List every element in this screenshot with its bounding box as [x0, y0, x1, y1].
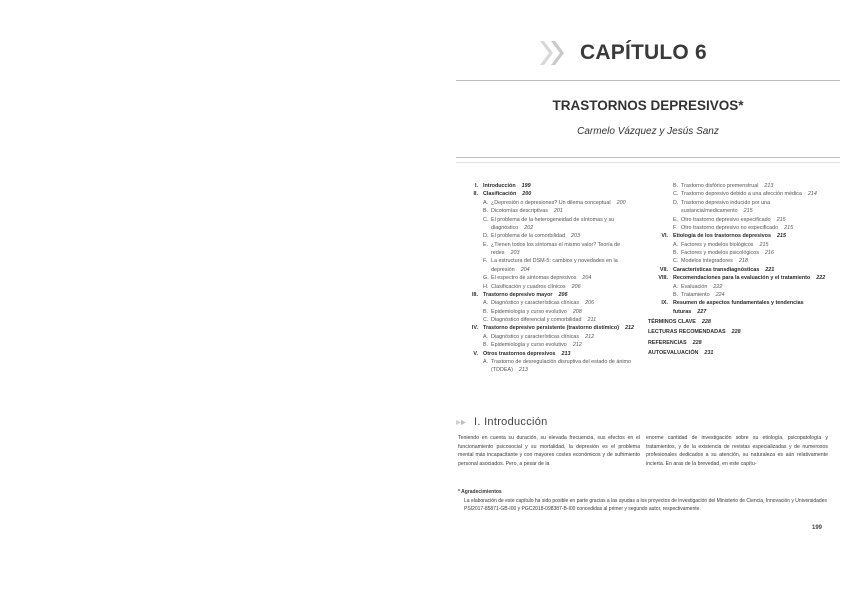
footnote-text: La elaboración de este capítulo ha sido posible en parte gracias a las ayudas a los proyectos de investigación del Ministerio de Ciencia, Innovación y Universidades PSI2017-85871-GB-I00 y PGC2018-098387-B-I00 concedidas al primer y segundo autor, respectivamente.: [464, 497, 827, 512]
toc-label: Clasificación: [483, 191, 517, 198]
toc-letter: B.: [483, 342, 489, 349]
toc-text: [491, 274, 648, 282]
toc-letter: B.: [673, 250, 679, 256]
toc-text: [648, 349, 833, 357]
toc-item: [648, 249, 833, 257]
toc-text: [491, 241, 648, 258]
toc-page: 222: [816, 275, 826, 282]
toc-item: [648, 299, 833, 316]
toc-item: [648, 291, 833, 299]
toc-letter: A.: [673, 283, 679, 290]
toc-text: [483, 182, 648, 190]
toc-page: 202: [524, 224, 534, 231]
toc-item: [648, 349, 833, 357]
toc-text: [681, 241, 833, 249]
toc-text: [681, 249, 833, 257]
toc-label: Trastorno depresivo persistente (trastorno distímico): [483, 325, 619, 332]
footnote-title: * Agradecimientos: [458, 489, 502, 495]
toc-text: [491, 358, 648, 375]
toc-text: [648, 318, 833, 326]
body-text-column-1: Teniendo en cuenta su duración, su elevada frecuencia, sus efectos en el funcionamiento psicosocial y su mortalidad, la depresión es el problema mental más incapacitante y con mayores costes económicos y de sufrimiento personal asociados. Pero, a pesar de la: [458, 435, 640, 467]
toc-letter: B.: [673, 183, 679, 189]
small-arrow-icon: [456, 419, 470, 426]
toc-label: Factores y modelos biológicos: [681, 241, 754, 248]
toc-text: [491, 299, 648, 307]
toc-label: Diagnóstico y características clínicas: [491, 333, 580, 340]
toc-label: Trastorno depresivo debido a una afección médica: [681, 191, 802, 198]
toc-number: VI.: [661, 233, 668, 240]
toc-letter: C.: [483, 317, 489, 323]
toc-item: [648, 199, 833, 216]
toc-label: Epidemiología y curso evolutivo: [491, 308, 567, 315]
toc-text: [681, 216, 833, 224]
toc-page: 216: [764, 250, 774, 256]
toc-label: Diagnóstico diferencial y comorbilidad: [491, 317, 582, 323]
toc-page: 212: [625, 325, 634, 332]
body-text-column-2: enorme cantidad de investigación sobre su etiología, psicopatología y tratamientos, y de la existencia de revistas especializadas y de numerosos profesionales dedicados a su atención, su naturaleza es aún relativamente incierta. En aras de la brevedad, en este capítu-: [646, 435, 828, 467]
toc-item: [648, 283, 833, 291]
toc-item: [458, 350, 648, 358]
toc-label: Trastorno depresivo inducido por una sustancia/medicamento: [681, 199, 771, 215]
toc-label: Epidemiología y curso evolutivo: [491, 342, 567, 349]
toc-letter: C.: [673, 191, 679, 198]
toc-letter: C.: [483, 216, 489, 223]
toc-label: Otros trastornos depresivos: [483, 350, 556, 357]
toc-page: 215: [776, 233, 786, 240]
toc-label: Evaluación: [681, 283, 708, 290]
toc-letter: F.: [483, 258, 488, 265]
toc-label: Dicotomías descriptivas: [491, 208, 548, 215]
authors: Carmelo Vázquez y Jesús Sanz: [577, 126, 719, 137]
toc-page: 200: [522, 191, 532, 198]
toc-label: TÉRMINOS CLAVE: [648, 319, 696, 325]
toc-item: [458, 333, 648, 341]
toc-letter: A.: [483, 300, 489, 307]
toc-label: La estructura del DSM-5: cambios y novedades en la depresión: [491, 258, 618, 273]
toc-label: Recomendaciones para la evaluación y el tratamiento: [673, 275, 811, 282]
toc-page: 206: [571, 283, 581, 290]
toc-letter: B.: [483, 308, 489, 315]
toc-text: [483, 350, 648, 358]
toc-text: [483, 291, 648, 299]
toc-item: [458, 341, 648, 349]
toc-item: [648, 182, 833, 190]
table-of-contents-left: [458, 182, 648, 375]
toc-item: [458, 190, 648, 198]
toc-page: 228: [701, 319, 711, 325]
toc-text: [491, 257, 648, 274]
toc-number: II.: [473, 191, 478, 198]
toc-label: ¿Depresión o depresiones? Un dilema conceptual: [491, 199, 611, 206]
toc-item: [648, 318, 833, 326]
toc-item: [648, 232, 833, 240]
toc-number: III.: [472, 291, 478, 298]
toc-text: [491, 341, 648, 349]
toc-page: 199: [521, 183, 531, 189]
toc-item: [458, 274, 648, 282]
toc-page: 211: [587, 317, 597, 323]
toc-letter: A.: [483, 199, 489, 206]
divider: [456, 80, 840, 81]
toc-page: 224: [715, 291, 725, 298]
page-number: 199: [812, 525, 823, 531]
toc-letter: D.: [483, 233, 489, 240]
toc-label: Características transdiagnósticas: [673, 266, 760, 273]
toc-label: Otro trastorno depresivo especificado: [681, 216, 771, 223]
toc-item: [458, 283, 648, 291]
toc-letter: D.: [673, 199, 679, 206]
toc-page: 203: [571, 233, 581, 240]
toc-item: [458, 207, 648, 215]
toc-letter: A.: [483, 358, 489, 365]
chapter-title: CAPÍTULO 6: [580, 41, 707, 64]
toc-item: [648, 241, 833, 249]
toc-page: 213: [764, 183, 774, 189]
toc-item: [458, 216, 648, 233]
toc-page: 222: [713, 283, 723, 290]
toc-text: [648, 328, 833, 336]
toc-letter: A.: [673, 241, 679, 248]
toc-letter: F.: [673, 224, 678, 231]
toc-letter: G.: [483, 275, 489, 282]
table-of-contents-right: [648, 182, 833, 358]
toc-label: El espectro de síntomas depresivos: [491, 275, 577, 282]
toc-text: [491, 199, 648, 207]
toc-label: REFERENCIAS: [648, 339, 687, 346]
toc-page: 215: [776, 216, 786, 223]
toc-page: 214: [807, 191, 817, 198]
toc-label: Tratamiento: [681, 291, 710, 298]
divider: [456, 162, 840, 163]
toc-label: ¿Tienen todos los síntomas el mismo valor? Teoría de redes: [491, 241, 621, 256]
toc-page: 215: [759, 241, 769, 248]
divider: [456, 157, 840, 158]
toc-text: [681, 182, 833, 190]
toc-label: Trastorno disfórico premenstrual: [681, 183, 759, 189]
toc-text: [648, 339, 833, 347]
toc-text: [491, 216, 648, 233]
toc-label: Trastorno depresivo mayor: [483, 291, 553, 298]
toc-item: [458, 358, 648, 375]
toc-item: [648, 257, 833, 265]
toc-item: [648, 224, 833, 232]
toc-item: [458, 299, 648, 307]
toc-item: [458, 241, 648, 258]
toc-item: [648, 328, 833, 336]
toc-text: [681, 190, 833, 198]
toc-text: [673, 299, 833, 316]
toc-item: [458, 232, 648, 240]
toc-page: 200: [616, 199, 626, 206]
toc-text: [673, 232, 833, 240]
toc-text: [681, 283, 833, 291]
toc-page: 203: [510, 250, 520, 256]
toc-page: 213: [561, 350, 571, 357]
footnote: [458, 488, 830, 514]
toc-page: 201: [553, 208, 563, 215]
toc-text: [681, 257, 833, 265]
toc-letter: B.: [483, 208, 489, 215]
toc-text: [673, 274, 833, 282]
toc-label: Otro trastorno depresivo no especificado: [681, 224, 779, 231]
toc-text: [681, 224, 833, 232]
toc-text: [491, 283, 648, 291]
toc-number: V.: [473, 350, 478, 357]
toc-text: [483, 324, 648, 332]
toc-text: [681, 291, 833, 299]
toc-item: [458, 308, 648, 316]
intro-heading: [456, 416, 548, 428]
toc-page: 227: [697, 308, 707, 315]
toc-page: 212: [585, 333, 595, 340]
toc-page: 213: [518, 367, 528, 374]
toc-item: [458, 199, 648, 207]
toc-letter: E.: [483, 241, 489, 248]
toc-page: 206: [585, 300, 595, 307]
toc-item: [458, 257, 648, 274]
chapter-header: [538, 36, 818, 70]
toc-page: 218: [738, 258, 748, 265]
toc-page: 231: [704, 350, 714, 357]
toc-page: 228: [692, 339, 702, 346]
toc-item: [458, 324, 648, 332]
toc-label: Introducción: [483, 183, 516, 189]
intro-title: I. Introducción: [474, 416, 548, 428]
toc-item: [458, 316, 648, 324]
toc-page: 212: [572, 342, 582, 349]
toc-text: [483, 190, 648, 198]
toc-label: Trastorno de desregulación disruptiva del estado de ánimo (TDDEA): [491, 358, 632, 374]
toc-page: 221: [765, 266, 775, 273]
toc-letter: C.: [673, 258, 679, 265]
toc-item: [648, 266, 833, 274]
toc-label: Factores y modelos psicológicos: [681, 250, 759, 256]
toc-label: Resumen de aspectos fundamentales y tendencias futuras: [673, 300, 804, 315]
toc-item: [648, 190, 833, 198]
toc-label: El problema de la heterogeneidad de síntomas y su diagnóstico: [491, 216, 615, 231]
toc-item: [458, 182, 648, 190]
toc-text: [491, 207, 648, 215]
toc-letter: E.: [673, 216, 679, 223]
toc-number: IX.: [661, 300, 668, 307]
toc-item: [458, 291, 648, 299]
toc-text: [491, 232, 648, 240]
toc-label: AUTOEVALUACIÓN: [648, 350, 699, 357]
toc-item: [648, 274, 833, 282]
toc-page: 215: [743, 208, 753, 215]
toc-number: I.: [475, 183, 478, 189]
toc-number: VII.: [659, 266, 668, 273]
toc-page: 215: [784, 224, 794, 231]
toc-label: Modelos integradores: [681, 258, 733, 265]
toc-page: 204: [520, 266, 530, 273]
toc-number: IV.: [471, 325, 478, 332]
toc-text: [491, 308, 648, 316]
toc-page: 206: [558, 291, 568, 298]
toc-letter: B.: [673, 291, 679, 298]
toc-number: VIII.: [658, 275, 668, 282]
book-page: [448, 0, 848, 598]
toc-letter: H.: [483, 283, 489, 290]
toc-label: LECTURAS RECOMENDADAS: [648, 329, 726, 336]
toc-page: 208: [572, 308, 582, 315]
toc-page: 228: [731, 329, 741, 336]
double-chevron-icon: [538, 39, 568, 67]
toc-text: [491, 333, 648, 341]
toc-label: Etiología de los trastornos depresivos: [673, 233, 771, 240]
toc-label: Clasificación y cuadros clínicos: [491, 283, 566, 290]
toc-page: 204: [582, 275, 592, 282]
toc-letter: A.: [483, 333, 489, 340]
section-title: TRASTORNOS DEPRESIVOS*: [552, 98, 744, 113]
toc-label: El problema de la comorbilidad: [491, 233, 566, 240]
toc-text: [673, 266, 833, 274]
toc-text: [681, 199, 833, 216]
toc-item: [648, 339, 833, 347]
toc-item: [648, 216, 833, 224]
toc-text: [491, 316, 648, 324]
toc-label: Diagnóstico y características clínicas: [491, 300, 580, 307]
